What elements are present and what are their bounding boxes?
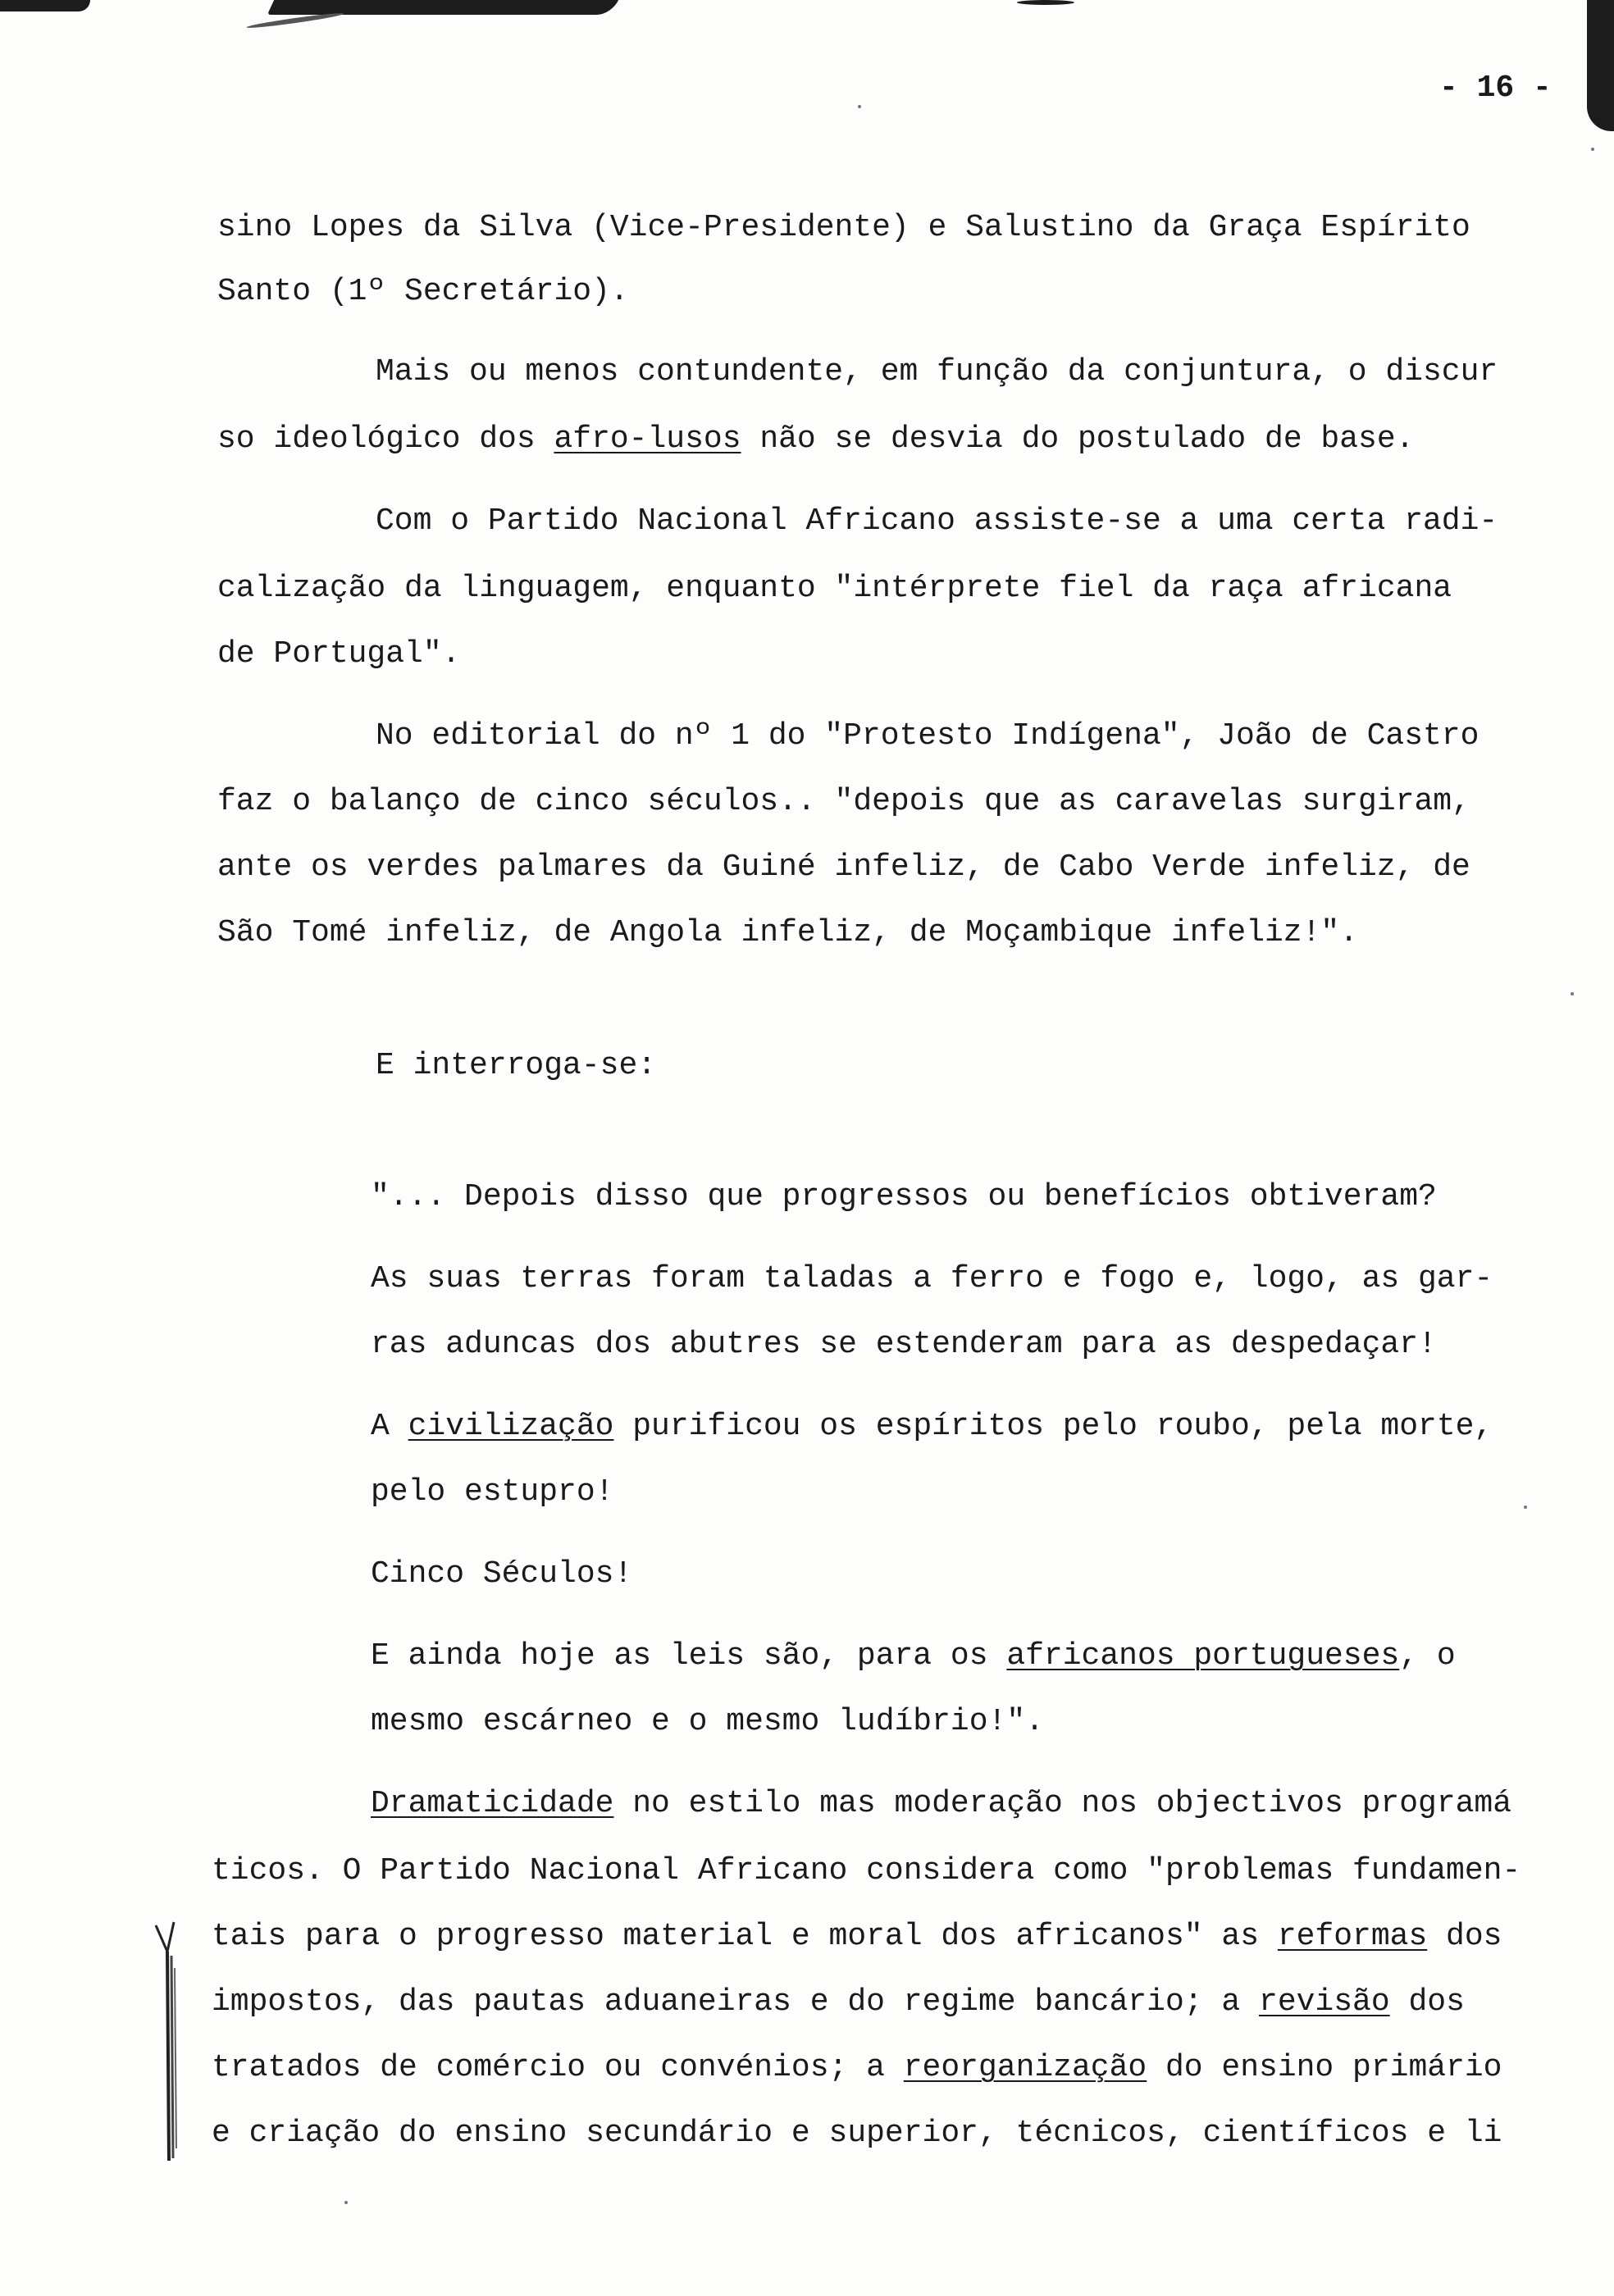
scan-speck <box>858 105 861 108</box>
quote-line: Cinco Séculos! <box>371 1556 633 1592</box>
text-segment: so ideológico dos <box>217 421 554 457</box>
text-segment: do ensino primário <box>1147 2050 1502 2085</box>
underlined-term: afro-lusos <box>554 421 741 457</box>
scan-speck <box>1524 1506 1527 1509</box>
text-segment: tratados de comércio ou convénios; a <box>212 2050 904 2085</box>
quote-line: ras aduncas dos abutres se estenderam para as despedaçar! <box>371 1327 1437 1362</box>
underlined-term: revisão <box>1259 1984 1390 2020</box>
text-segment: dos <box>1389 1984 1465 2020</box>
text-line: e criação do ensino secundário e superior, técnicos, científicos e li <box>212 2116 1502 2151</box>
scan-smudge <box>0 0 90 11</box>
scan-smudge <box>1017 0 1074 5</box>
text-line: faz o balanço de cinco séculos.. "depois que as caravelas surgiram, <box>217 784 1470 819</box>
text-segment: no estilo mas moderação nos objectivos programá <box>613 1786 1512 1821</box>
underlined-term: reformas <box>1277 1919 1428 1954</box>
text-line: São Tomé infeliz, de Angola infeliz, de Moçambique infeliz!". <box>217 915 1359 950</box>
text-segment: purificou os espíritos pelo roubo, pela morte, <box>613 1409 1493 1444</box>
quote-line: As suas terras foram taladas a ferro e fogo e, logo, as gar- <box>371 1261 1493 1296</box>
text-segment: , o <box>1399 1638 1456 1674</box>
underlined-term: reorganização <box>903 2050 1147 2085</box>
text-line <box>212 1919 1502 1955</box>
text-line <box>217 421 1414 458</box>
text-segment: E ainda hoje as leis são, para os <box>371 1638 1007 1674</box>
text-line: sino Lopes da Silva (Vice-Presidente) e Salustino da Graça Espírito <box>217 210 1470 245</box>
text-line <box>371 1786 1511 1822</box>
scan-speck <box>1591 148 1594 151</box>
text-line: Com o Partido Nacional Africano assiste-se a uma certa radi- <box>376 503 1498 539</box>
scan-speck <box>1571 992 1574 995</box>
text-line: Santo (1º Secretário). <box>217 274 629 309</box>
margin-bracket-mark <box>149 1919 198 2165</box>
text-segment: impostos, das pautas aduaneiras e do regime bancário; a <box>212 1984 1260 2020</box>
text-segment: dos <box>1427 1919 1502 1954</box>
text-line <box>212 1984 1465 2020</box>
text-line: ticos. O Partido Nacional Africano considera como "problemas fundamen- <box>212 1853 1521 1888</box>
text-segment: A <box>371 1409 408 1444</box>
text-segment: tais para o progresso material e moral dos africanos" as <box>212 1919 1278 1954</box>
scan-smudge <box>1587 0 1614 131</box>
text-line: E interroga-se: <box>376 1048 657 1083</box>
text-line: Mais ou menos contundente, em função da conjuntura, o discur <box>376 354 1498 390</box>
underlined-term: Dramaticidade <box>371 1786 614 1821</box>
text-segment: não se desvia do postulado de base. <box>741 421 1415 457</box>
page-number: - 16 - <box>1439 71 1552 106</box>
text-line: ante os verdes palmares da Guiné infeliz, de Cabo Verde infeliz, de <box>217 850 1470 885</box>
scan-smudge <box>267 0 618 15</box>
quote-line: mesmo escárneo e o mesmo ludíbrio!". <box>371 1704 1044 1739</box>
quote-line <box>371 1638 1456 1674</box>
text-line: calização da linguagem, enquanto "intérprete fiel da raça africana <box>217 571 1452 606</box>
quote-line: pelo estupro! <box>371 1474 614 1510</box>
text-line: No editorial do nº 1 do "Protesto Indígena", João de Castro <box>376 718 1480 754</box>
underlined-term: africanos portugueses <box>1006 1638 1400 1674</box>
quote-line: "... Depois disso que progressos ou benefícios obtiveram? <box>371 1179 1437 1214</box>
scan-speck <box>344 2201 348 2204</box>
quote-line <box>371 1409 1493 1445</box>
underlined-term: civilização <box>408 1409 614 1444</box>
text-line <box>212 2050 1502 2086</box>
text-line: de Portugal". <box>217 636 461 672</box>
